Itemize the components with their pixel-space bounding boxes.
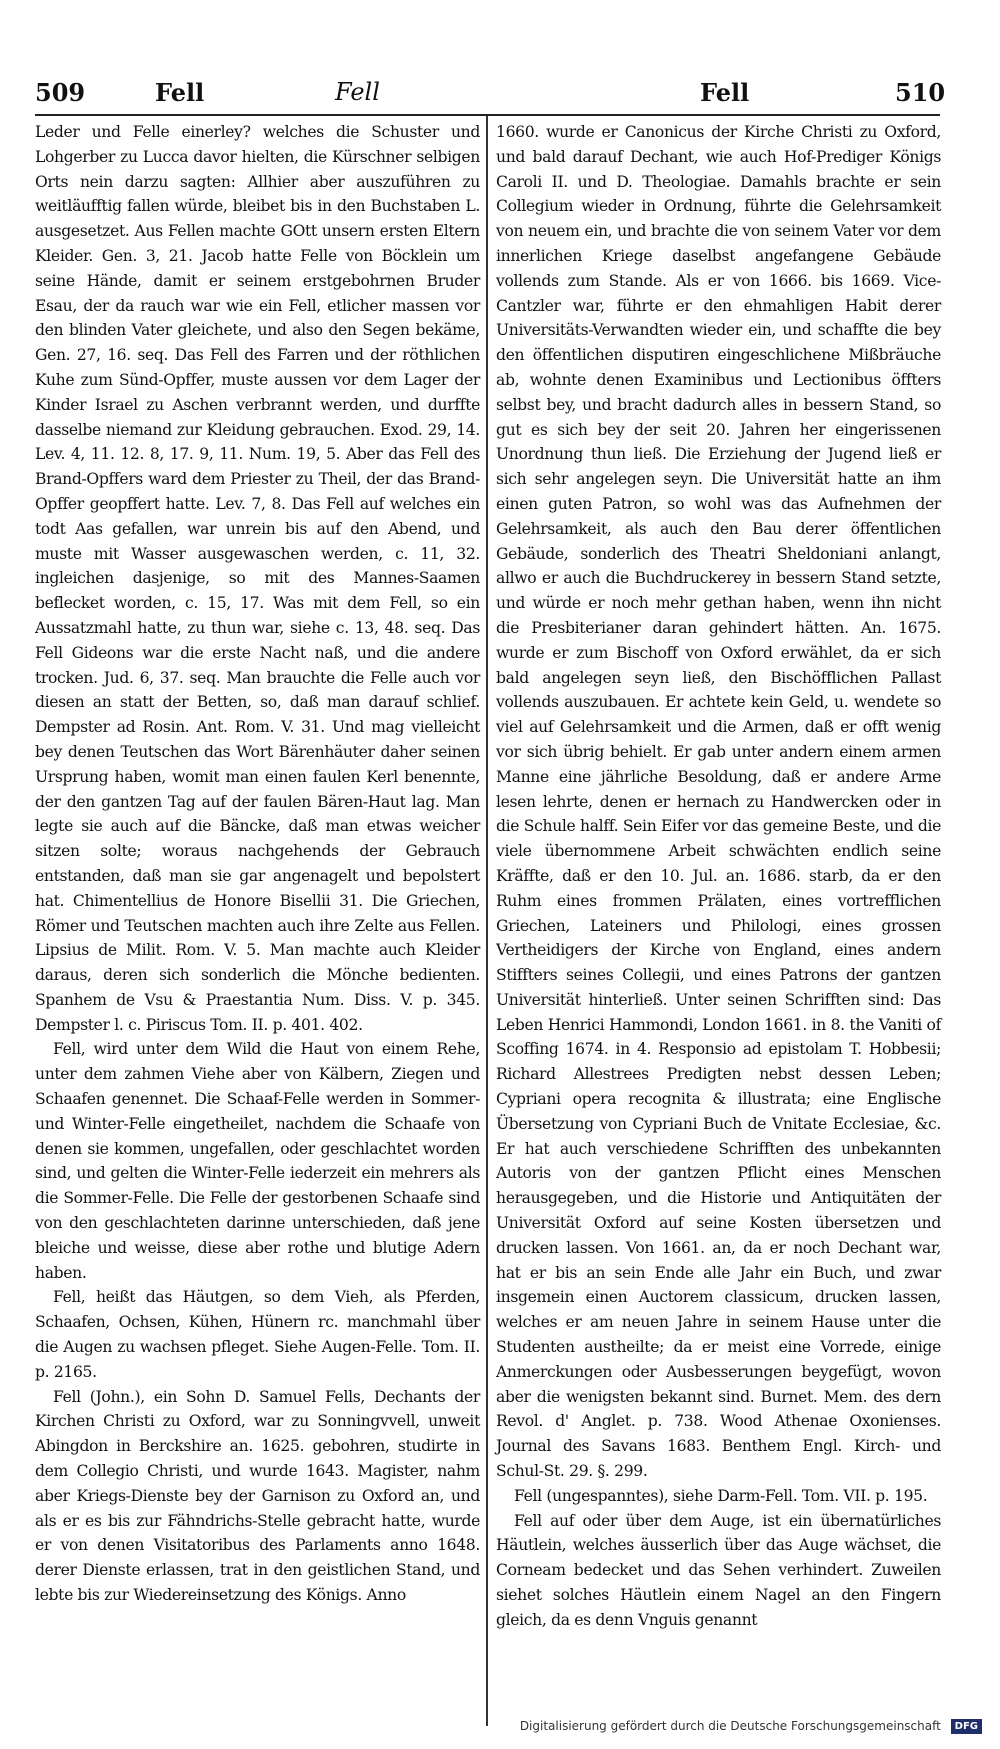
- entry-paragraph: Leder und Felle einerley? welches die Schuster und Lohgerber zu Lucca davor hielten, die Kürschner selbigen Orts nein darzu sagten: Allhier aber auszuführen zu weitläufftig fallen würde, bleibet bis in den Buchstaben L. ausgesetzet. Aus Fellen machte GOtt unsern ersten Eltern Kleider. Gen. 3, 21. Jacob hatte Felle von Böcklein um seine Hände, damit er seinem erstgebohrnen Bruder Esau, der da rauch war wie ein Fell, etlicher massen vor den blinden Vater gleichete, und also den Segen bekäme, Gen. 27, 16. seq. Das Fell des Farren und der röthlichen Kuhe zum Sünd-Opffer, muste aussen vor dem Lager der Kinder Israel zu Aschen verbrannt werden, und durffte dasselbe niemand zur Kleidung gebrauchen. Exod. 29, 14. Lev. 4, 11. 12. 8, 17. 9, 11. Num. 19, 5. Aber das Fell des Brand-Opffers ward dem Priester zu Theil, der das Brand-Opffer geopffert hatte. Lev. 7, 8. Das Fell auf welches ein todt Aas gefallen, war unrein bis auf den Abend, und muste mit Wasser ausgewaschen werden, c. 11, 32. ingleichen dasjenige, so mit des Mannes-Saamen beflecket worden, c. 15, 17. Was mit dem Fell, so ein Aussatzmahl hatte, zu thun war, siehe c. 13, 48. seq. Das Fell Gideons war die erste Nacht naß, und die andere trocken. Jud. 6, 37. seq. Man brauchte die Felle auch vor diesen an statt der Betten, so, daß man darauf schlief. Dempster ad Rosin. Ant. Rom. V. 31. Und mag vielleicht bey denen Teutschen das Wort Bärenhäuter daher seinen Ursprung haben, womit man einen faulen Kerl benennte, der den gantzen Tag auf der faulen Bären-Haut lag. Man legte sie auch auf die Bäncke, daß man etwas weicher sitzen solte; woraus nachgehends der Gebrauch entstanden, daß man sie gar angenagelt und bepolstert hat. Chimentellius de Honore Bisellii 31. Die Griechen, Römer und Teutschen machten auch ihre Zelte aus Fellen. Lipsius de Milit. Rom. V. 5. Man machte auch Kleider daraus, deren sich sonderlich die Mönche bedienten. Spanhem de Vsu & Praestantia Num. Diss. V. p. 345. Dempster l. c. Piriscus Tom. II. p. 401. 402.: [35, 123, 480, 1034]
- footer-credit: Digitalisierung gefördert durch die Deutsche Forschungsgemeinschaft: [519, 1719, 941, 1733]
- left-column: [35, 120, 480, 1608]
- entry-paragraph: Fell, wird unter dem Wild die Haut von einem Rehe, unter dem zahmen Viehe aber von Kälbern, Ziegen und Schaafen genennet. Die Schaaf-Felle werden in Sommer- und Winter-Felle eingetheilet, nachdem die Schaafe von denen sie kommen, ungefallen, oder geschlachtet worden sind, und gelten die Winter-Felle iederzeit ein mehrers als die Sommer-Felle. Die Felle der gestorbenen Schaafe sind von den geschlachteten darinne unterschieden, daß jene bleiche und weisse, diese aber rothe und blutige Adern haben.: [35, 1040, 480, 1282]
- catchword-left: Fell: [155, 78, 205, 107]
- right-column: [496, 120, 941, 1633]
- digitization-footer: [422, 1719, 982, 1741]
- dfg-logo: DFG: [951, 1719, 982, 1734]
- page-number-left: 509: [35, 78, 86, 107]
- entry-paragraph: 1660. wurde er Canonicus der Kirche Christi zu Oxford, und bald darauf Dechant, wie auch Hof-Prediger Königs Caroli II. und D. Theologiae. Damahls brachte er sein Collegium wieder in Ordnung, führte die Gelehrsamkeit von neuem ein, und brachte die von seinem Vater vor dem innerlichen Kriege daselbst angefangene Gebäude vollends zum Stande. Als er von 1666. bis 1669. Vice-Cantzler war, führte er den ehmahligen Habit derer Universitäts-Verwandten wieder ein, und schaffte die bey den öffentlichen disputiren eingeschlichene Mißbräuche ab, wohnte denen Examinibus und Lectionibus öffters selbst bey, und bracht dadurch alles in bessern Stand, so gut es sich bey der seit 20. Jahren her eingerissenen Unordnung thun ließ. Die Erziehung der Jugend ließ er sich sehr angelegen seyn. Die Universität hatte an ihm einen guten Patron, so wohl was das Aufnehmen der Gelehrsamkeit, als auch den Bau derer öffentlichen Gebäude, sonderlich des Theatri Sheldoniani anlangt, allwo er auch die Buchdruckerey in bessern Stand setzte, und würde er noch mehr gethan haben, wenn ihn nicht die Presbiterianer daran gehindert hätten. An. 1675. wurde er zum Bischoff von Oxford erwählet, da er sich bald angelegen seyn ließ, den Bischöfflichen Pallast vollends auszubauen. Er achtete kein Geld, u. wendete so viel auf Gelehrsamkeit und die Armen, daß er offt wenig vor sich übrig behielt. Er gab unter andern einem armen Manne eine jährliche Besoldung, daß er andere Arme lesen lehrte, denen er hernach zu Handwercken oder in die Schule halff. Sein Eifer vor das gemeine Beste, und die viele übernommene Arbeit schwächten endlich seine Kräffte, daß er den 10. Jul. an. 1686. starb, da er den Ruhm eines frommen Prälaten, eines vortrefflichen Griechen, Lateiners und Philologi, eines grossen Vertheidigers der Kirche von England, eines andern Stiffters seines Collegii, und eines Patrons der gantzen Universität hinterließ. Unter seinen Schrifften sind: Das Leben Henrici Hammondi, London 1661. in 8. the Vaniti of Scoffing 1674. in 4. Responsio ad epistolam T. Hobbesii; Richard Allestrees Predigten nebst dessen Leben; Cypriani opera recognita & illustrata; eine Englische Übersetzung von Cypriani Buch de Vnitate Ecclesiae, &c. Er hat auch verschiedene Schrifften des unbekannten Autoris von der gantzen Pflicht eines Menschen herausgegeben, und die Historie und Antiquitäten der Universität Oxford auf seine Kosten übersetzen und drucken lassen. Von 1661. an, da er noch Dechant war, hat er bis an sein Ende alle Jahr ein Buch, und zwar insgemein einen Auctorem classicum, drucken lassen, welches er am neuen Jahre in seinem Hause unter die Studenten austheilte; da er meist eine Vorrede, einige Anmerckungen oder Ausbesserungen beygefügt, wovon aber die wenigsten bekannt sind. Burnet. Mem. des dern Revol. d' Anglet. p. 738. Wood Athenae Oxonienses. Journal des Savans 1683. Benthem Engl. Kirch- und Schul-St. 29. §. 299.: [496, 123, 941, 1481]
- entry-paragraph: Fell (John.), ein Sohn D. Samuel Fells, Dechants der Kirchen Christi zu Oxford, war zu Sonningvvell, unweit Abingdon in Berckshire an. 1625. gebohren, studirte in dem Collegio Christi, und wurde 1643. Magister, nahm aber Kriegs-Dienste bey der Garnison zu Oxford an, und als er es bis zur Fähndrichs-Stelle gebracht hatte, wurde er von denen Visitatoribus des Parlaments anno 1648. derer Dienste erlassen, trat in den geistlichen Stand, und lebte bis zur Wiedereinsetzung des Königs. Anno: [35, 1387, 480, 1605]
- column-divider: [486, 116, 488, 1726]
- book-page: [20, 60, 946, 1720]
- running-header: [35, 78, 946, 118]
- catchword-right: Fell: [700, 78, 750, 107]
- entry-paragraph: Fell auf oder über dem Auge, ist ein übernatürliches Häutlein, welches äusserlich über das Auge wächset, die Corneam bedecket und das Sehen verhindert. Zuweilen siehet solches Häutlein einem Nagel an den Fingern gleich, da es denn Vnguis genannt: [496, 1511, 941, 1629]
- entry-paragraph: Fell (ungespanntes), siehe Darm-Fell. Tom. VII. p. 195.: [514, 1486, 928, 1505]
- page-number-right: 510: [895, 78, 946, 107]
- catchword-center: Fell: [335, 78, 380, 106]
- entry-paragraph: Fell, heißt das Häutgen, so dem Vieh, als Pferden, Schaafen, Ochsen, Kühen, Hünern rc. manchmahl über die Augen zu wachsen pfleget. Siehe Augen-Felle. Tom. II. p. 2165.: [35, 1288, 480, 1381]
